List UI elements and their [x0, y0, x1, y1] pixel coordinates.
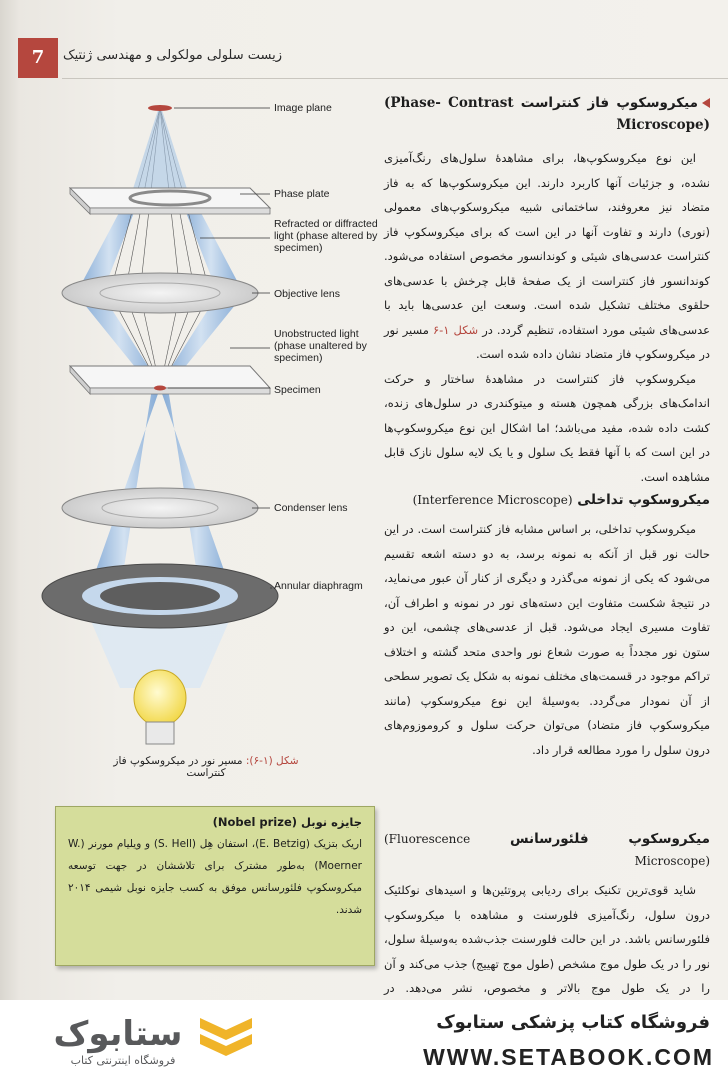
label-condenser-lens: Condenser lens [274, 502, 348, 514]
nobel-box-body: اریک بتزیک (E. Betzig)، استفان هِل (S. Hell) و ویلیام مورنر (W. Moerner) به‌طور مشترک برای تلاششان در جهت توسعه میکروسکوپ فلئورسانس موفق به کسب جایزه نوبل شیمی ۲۰۱۴ شدند. [68, 838, 362, 916]
bulb-base [146, 722, 174, 744]
label-annular-diaphragm: Annular diaphragm [274, 580, 363, 592]
setabook-banner[interactable] [0, 1000, 728, 1080]
objective-lens [62, 273, 258, 313]
section-heading-interference: میکروسکوپ تداخلی (Interference Microscope) [412, 492, 710, 508]
banner-url-link[interactable]: WWW.SETABOOK.COM [423, 1044, 714, 1070]
light-bulb [134, 670, 186, 726]
section-heading-phase-contrast: میکروسکوپ فاز کنتراست (Phase- Contrast Microscope) [384, 95, 710, 133]
label-image-plane: Image plane [274, 102, 332, 114]
label-objective-lens: Objective lens [274, 288, 340, 300]
setabook-logo-icon [196, 1014, 256, 1066]
section-heading-en: (Phase- Contrast Microscope) [384, 95, 710, 133]
beam-image [132, 110, 188, 192]
label-unobstructed-light: Unobstructed light (phase unaltered by specimen) [274, 328, 367, 364]
label-phase-plate: Phase plate [274, 188, 330, 200]
figure-caption-text: مسیر نور در میکروسکوپ فاز کنتراست [113, 755, 246, 779]
label-specimen: Specimen [274, 384, 321, 396]
section-heading-en: (Fluorescence Microscope) [384, 832, 710, 868]
setabook-logo-subtitle: فروشگاه اینترنتی کتاب [70, 1054, 176, 1067]
header-rule [62, 78, 728, 79]
section-bullet-icon [702, 98, 710, 108]
section-heading-en: (Interference Microscope) [412, 493, 573, 507]
image-plane-spot [148, 105, 172, 111]
section-interference [384, 489, 710, 762]
figure-ref-link[interactable]: شکل ۱-۶ [432, 322, 479, 337]
page-number: 7 [18, 38, 58, 78]
microscope-light-path-diagram [40, 88, 380, 748]
figure-caption-number: شکل (۱-۶): [245, 755, 299, 767]
specimen-spot [154, 386, 166, 391]
label-refracted-light: Refracted or diffracted light (phase altered by specimen) [274, 218, 378, 254]
section-heading-fluorescence: میکروسکوپ فلئورسانس (Fluorescence Microscope) [384, 831, 710, 868]
banner-title: فروشگاه کتاب پزشکی ستابوک [436, 1012, 710, 1033]
paragraph: این نوع میکروسکوپ‌ها، برای مشاهدهٔ سلول‌های رنگ‌آمیزی نشده، و جزئیات آنها کاربرد دارند. این میکروسکوپ‌ها که به فاز متضاد نیز معروفند، ساختمانی شبیه میکروسکوپ‌های معمولی (نوری) دارند و تفاوت آنها در این است که برای میکروسکوپ فاز کنتراست عدسی‌های شیئی و کوندانسور مخصوص استفاده می‌شود. کوندانسور فاز کنتراست از یک صفحهٔ قابل چرخش با عدسی‌های حلقوی مختلف تشکیل شده است. وسعت این عدسی‌ها باید با عدسی‌های شیئی مورد استفاده، تنظیم گردد. در شکل ۱-۶ مسیر نور در میکروسکوپ فاز متضاد نشان داده شده است. [384, 151, 710, 361]
nobel-box-title: جایزه نوبل (Nobel prize) [212, 815, 362, 829]
nobel-prize-box [55, 806, 375, 966]
figure-caption [96, 755, 316, 779]
running-head: زیست سلولی مولکولی و مهندسی ژنتیک [62, 48, 282, 63]
specimen-slide [70, 366, 270, 388]
paragraph: میکروسکوپ فاز کنتراست در مشاهدهٔ ساختار و حرکت اندامک‌های بزرگی همچون هسته و میتوکندری در سلول‌های زنده، کشت داده شده، مفید می‌باشد؛ اما اشکال این نوع میکروسکوپ‌ها در این است که با آنها فقط یک سلول و یا یک لایه سلول نازک قابل مشاهده است. [384, 371, 710, 484]
setabook-logo-text: ستابوک [53, 1014, 183, 1054]
paragraph: شاید قوی‌ترین تکنیک برای ردیابی پروتئین‌ها و اسیدهای نوکلئیک درون سلول، رنگ‌آمیزی فلورسنت و مشاهده با میکروسکوپ فلئورسانس باشد. در این حالت فلورسنت جذب‌شده به‌وسیلهٔ سلول، نور را در یک طول موج مشخص (طول موج تهییج) جذب می‌کند و آن را در یک طول موج بالاتر و مخصوص، نشر می‌دهد. در [384, 883, 710, 995]
condenser-lens [62, 488, 258, 528]
phase-contrast-figure [40, 88, 380, 788]
section-fluorescence [384, 828, 710, 1000]
paragraph: میکروسکوپ تداخلی، بر اساس مشابه فاز کنتراست است. در این حالت نور قبل از آنکه به نمونه برسد، به دو دسته اشعه تقسیم می‌شود که یکی از نمونه می‌گذرد و دیگری از کنار آن عبور می‌نماید، در نتیجهٔ شکست متفاوت این دسته‌های نور در نمونه و اطراف آن، تفاوت مسیری ایجاد می‌شود. قبل از عدسی‌های چشمی، این دو ستون نور مجدداً به صورت شعاع نور واحدی متحد گشته و اختلاف تراکم موجود در قسمت‌های مختلف نمونه به شکل یک تصویر سطحی از آن نمودار می‌گردد. به‌وسیلهٔ این نوع میکروسکوپ (مانند میکروسکوپ فاز متضاد) می‌توان حرکت سلول و کروموزوم‌های درون سلول را مورد مطالعه قرار داد. [384, 522, 710, 757]
section-phase-contrast [384, 92, 710, 489]
